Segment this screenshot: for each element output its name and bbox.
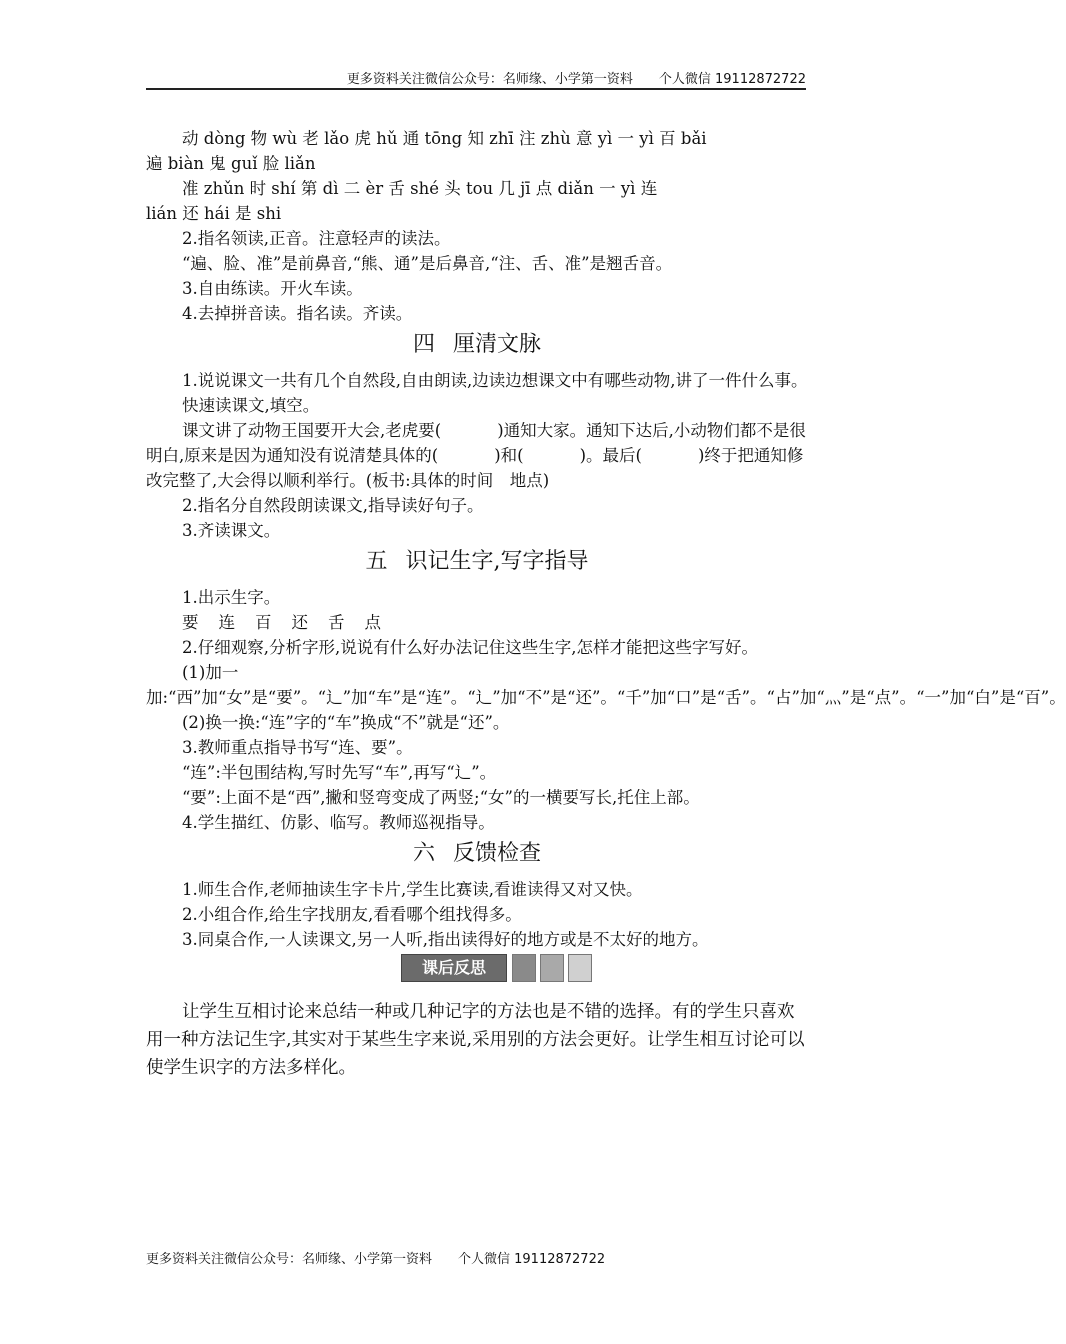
section-number: 五: [365, 549, 388, 574]
section-number: 四: [412, 332, 435, 357]
section-heading-5: [146, 549, 808, 575]
paragraph: 2.指名分自然段朗读课文,指导读好句子。: [182, 496, 484, 515]
text-segment: )通知大家。通知下达后,小动物们都不是很明白,原来是因为通知没有说清楚具体的(: [146, 421, 806, 465]
page-footer: 更多资料关注微信公众号：名师缘、小学第一资料 个人微信 19112872722: [146, 1252, 606, 1267]
text-segment: )终于把通知修改完整了,大会得以顺利举行。(板书:具体的时间 地点): [146, 446, 804, 490]
section-title: 识记生字,写字指导: [405, 549, 589, 574]
character: 舌: [328, 613, 345, 632]
section-title: 厘清文脉: [453, 332, 542, 357]
step-3: 3.自由练读。开火车读。: [182, 279, 363, 298]
text-segment: )和(: [494, 446, 524, 465]
decor-square: [568, 954, 592, 982]
pinyin-line-2: 遍 biàn 鬼 guǐ 脸 liǎn: [146, 154, 316, 173]
page-header: 更多资料关注微信公众号：名师缘、小学第一资料 个人微信 19112872722: [346, 72, 806, 87]
paragraph: (2)换一换:“连”字的“车”换成“不”就是“还”。: [182, 713, 510, 732]
section-heading-4: [146, 332, 808, 358]
paragraph: 1.出示生字。: [182, 588, 281, 607]
reflection-text: 让学生互相讨论来总结一种或几种记字的方法也是不错的选择。有的学生只喜欢用一种方法记生字,其实对于某些生字来说,采用别的方法会更好。让学生相互讨论可以使学生识字的方法多样化。: [146, 1002, 805, 1078]
reflection-banner: [146, 954, 808, 984]
pinyin-line-3: 准 zhǔn 时 shí 第 dì 二 èr 舌 shé 头 tou 几 jī 点 diǎn 一 yì 连: [182, 179, 658, 198]
character: 百: [255, 613, 272, 632]
paragraph: 3.教师重点指导书写“连、要”。: [182, 738, 413, 757]
section-number: 六: [412, 841, 435, 866]
paragraph: 2.小组合作,给生字找朋友,看看哪个组找得多。: [182, 905, 522, 924]
section-heading-6: [146, 841, 808, 867]
document-body: [146, 126, 1066, 1082]
step-2-note: “遍、脸、准”是前鼻音,“熊、通”是后鼻音,“注、舌、准”是翘舌音。: [182, 254, 673, 273]
header-divider: [146, 88, 806, 90]
character: 连: [218, 613, 235, 632]
paragraph: 2.仔细观察,分析字形,说说有什么好办法记住这些生字,怎样才能把这些字写好。: [182, 638, 758, 657]
paragraph: 3.同桌合作,一人读课文,另一人听,指出读得好的地方或是不太好的地方。: [182, 930, 709, 949]
text-segment: )。最后(: [579, 446, 642, 465]
decor-square: [512, 954, 536, 982]
paragraph: 4.学生描红、仿影、临写。教师巡视指导。: [182, 813, 495, 832]
character: 要: [182, 613, 199, 632]
step-4: 4.去掉拼音读。指名读。齐读。: [182, 304, 413, 323]
decor-square: [540, 954, 564, 982]
section-title: 反馈检查: [453, 841, 542, 866]
paragraph: “连”:半包围结构,写时先写“车”,再写“辶”。: [182, 763, 497, 782]
pinyin-line-4: lián 还 hái 是 shi: [146, 204, 282, 223]
reflection-label: 课后反思: [401, 954, 507, 982]
text-segment: 课文讲了动物王国要开大会,老虎要(: [182, 421, 442, 440]
paragraph: 1.说说课文一共有几个自然段,自由朗读,边读边想课文中有哪些动物,讲了一件什么事。: [182, 371, 808, 390]
character: 还: [291, 613, 308, 632]
character: 点: [364, 613, 381, 632]
paragraph: “要”:上面不是“西”,撇和竖弯变成了两竖;“女”的一横要写长,托住上部。: [182, 788, 700, 807]
paragraph: 快速读课文,填空。: [182, 396, 320, 415]
paragraph: 3.齐读课文。: [182, 521, 281, 540]
pinyin-line-1: 动 dòng 物 wù 老 lǎo 虎 hǔ 通 tōng 知 zhī 注 zhù 意 yì 一 yì 百 bǎi: [182, 129, 707, 148]
paragraph: (1)加一加:“西”加“女”是“要”。“辶”加“车”是“连”。“辶”加“不”是“还”。“千”加“口”是“舌”。“占”加“灬”是“点”。“一”加“白”是“百”。: [146, 663, 1066, 707]
paragraph: 1.师生合作,老师抽读生字卡片,学生比赛读,看谁读得又对又快。: [182, 880, 643, 899]
fill-in-paragraph: [146, 418, 808, 493]
character-list: [146, 610, 808, 635]
step-2: 2.指名领读,正音。注意轻声的读法。: [182, 229, 451, 248]
